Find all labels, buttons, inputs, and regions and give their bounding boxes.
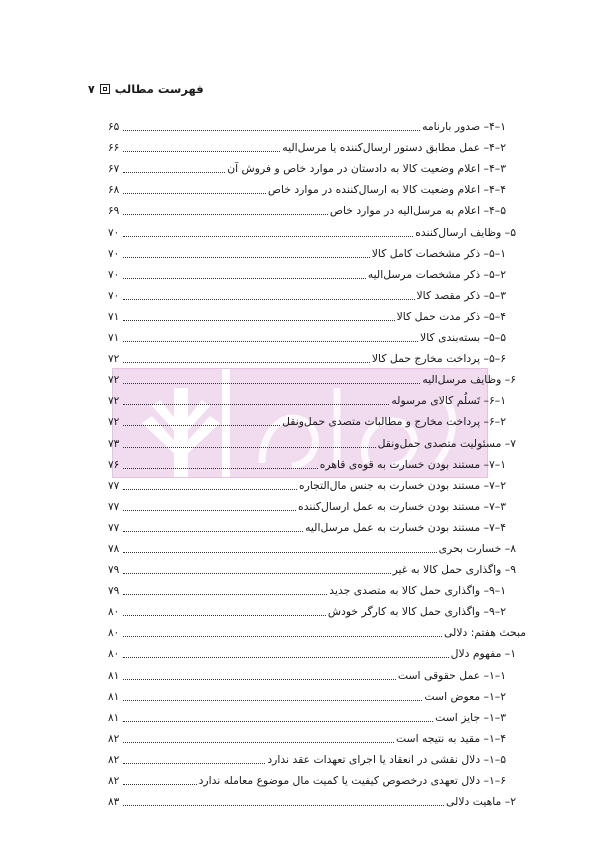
toc-entry-label: ۲–۹– واگذاری حمل کالا به کارگر خودش <box>327 605 506 619</box>
toc-entry[interactable] <box>108 408 526 429</box>
toc-entry-page-number: ۷۱ <box>108 310 120 323</box>
toc-entry-page-number: ۸۲ <box>108 732 120 745</box>
toc-entry-page-number: ۶۷ <box>108 163 120 176</box>
toc-entry-label: ۱–۹– واگذاری حمل کالا به متصدی جدید <box>329 584 506 598</box>
toc-entry-label: ۱–۱– عمل حقوقی است <box>397 668 506 682</box>
toc-entry[interactable] <box>108 640 526 661</box>
toc-entry-label: ۱–۵– ذکر مشخصات کامل کالا <box>371 246 506 260</box>
toc-entry[interactable] <box>108 345 526 366</box>
running-header <box>88 80 204 98</box>
toc-entry-page-number: ۸۱ <box>108 690 120 703</box>
toc-entry-label: ۲– ماهیت دلالی <box>446 795 516 809</box>
dot-leader <box>123 594 327 595</box>
dot-leader <box>123 531 303 532</box>
toc-entry[interactable] <box>108 661 526 682</box>
toc-entry[interactable] <box>108 155 526 176</box>
dot-leader <box>123 552 437 553</box>
toc-entry-page-number: ۷۸ <box>108 542 120 555</box>
dot-leader <box>123 214 328 215</box>
toc-entry-page-number: ۸۰ <box>108 648 120 661</box>
toc-entry-label: ۶–۵– پرداخت مخارج حمل کالا <box>371 352 506 366</box>
toc-entry-label: ۲–۴– عمل مطابق دستور ارسال‌کننده یا مرسل‌الیه <box>282 141 506 155</box>
dot-leader <box>123 130 420 131</box>
dot-leader <box>123 299 415 300</box>
toc-entry[interactable] <box>108 429 526 450</box>
dot-leader <box>123 193 266 194</box>
toc-entry[interactable] <box>108 197 526 218</box>
toc-entry-page-number: ۸۱ <box>108 669 120 682</box>
toc-entry[interactable] <box>108 451 526 472</box>
toc-entry[interactable] <box>108 134 526 155</box>
toc-entry[interactable] <box>108 535 526 556</box>
toc-entry-label: ۷– مسئولیت متصدی حمل‌ونقل <box>377 436 516 450</box>
toc-entry-label: ۴–۵– ذکر مدت حمل کالا <box>396 309 506 323</box>
toc-entry[interactable] <box>108 598 526 619</box>
toc-entry-page-number: ۸۱ <box>108 711 120 724</box>
toc-entry-label: ۲–۷– مستند بودن خسارت به جنس مال‌التجاره <box>299 478 506 492</box>
toc-entry-page-number: ۷۹ <box>108 564 120 577</box>
toc-entry[interactable] <box>108 788 526 809</box>
toc-entry-page-number: ۷۲ <box>108 395 120 408</box>
dot-leader <box>123 278 366 279</box>
dot-leader <box>123 362 370 363</box>
dot-leader <box>123 784 197 785</box>
dot-leader <box>123 573 391 574</box>
toc-entry-page-number: ۸۰ <box>108 606 120 619</box>
toc-entry-label: ۱– مفهوم دلال <box>450 647 516 661</box>
toc-entry-page-number: ۷۰ <box>108 268 120 281</box>
dot-leader <box>123 805 444 806</box>
toc-entry-label: ۶–۱– دلال تعهدی درخصوص کیفیت یا کمیت مال موضوع معامله ندارد <box>198 774 506 787</box>
toc-entry-label: ۹– واگذاری حمل کالا به غیر <box>392 563 516 577</box>
dot-leader <box>123 636 442 637</box>
dot-leader <box>123 425 280 426</box>
toc-entry-page-number: ۶۶ <box>108 142 120 155</box>
table-of-contents <box>108 113 526 809</box>
toc-entry-page-number: ۷۶ <box>108 458 120 471</box>
toc-entry-page-number: ۷۷ <box>108 521 120 534</box>
toc-entry[interactable] <box>108 303 526 324</box>
toc-entry[interactable] <box>108 493 526 514</box>
toc-entry-label: ۵– وظایف ارسال‌کننده <box>415 225 516 239</box>
toc-entry-label: ۸– خسارت بحری <box>438 541 516 555</box>
toc-entry[interactable] <box>108 619 526 640</box>
toc-entry-page-number: ۶۸ <box>108 184 120 197</box>
toc-entry-label: ۱–۴– صدور بارنامه <box>422 120 506 134</box>
toc-entry[interactable] <box>108 704 526 725</box>
dot-leader <box>123 721 433 722</box>
toc-entry[interactable] <box>108 725 526 746</box>
toc-entry-label: ۱–۶– تَسلُم کالای مرسوله <box>391 394 506 408</box>
toc-entry-page-number: ۷۲ <box>108 353 120 366</box>
toc-entry[interactable] <box>108 324 526 345</box>
toc-entry[interactable] <box>108 767 526 788</box>
toc-entry-page-number: ۸۰ <box>108 627 120 640</box>
dot-leader <box>123 700 422 701</box>
toc-entry-label: ۲–۱– معوض است <box>424 689 506 703</box>
dot-leader <box>123 341 418 342</box>
dot-leader <box>123 489 297 490</box>
toc-entry-page-number: ۷۰ <box>108 247 120 260</box>
toc-entry-label: ۲–۵– ذکر مشخصات مرسل‌الیه <box>367 267 506 281</box>
toc-entry[interactable] <box>108 240 526 261</box>
toc-entry-label: ۶– وظایف مرسل‌الیه <box>422 373 516 387</box>
toc-entry-label: مبحث هفتم: دلالی <box>444 626 526 640</box>
dot-leader <box>123 679 396 680</box>
toc-entry-page-number: ۷۰ <box>108 289 120 302</box>
toc-entry[interactable] <box>108 387 526 408</box>
toc-entry-page-number: ۶۵ <box>108 121 120 134</box>
dot-leader <box>123 468 318 469</box>
toc-entry[interactable] <box>108 746 526 767</box>
toc-entry-label: ۴–۷– مستند بودن خسارت به عمل مرسل‌الیه <box>305 520 506 534</box>
toc-entry[interactable] <box>108 683 526 704</box>
toc-entry[interactable] <box>108 113 526 134</box>
toc-entry-page-number: ۷۲ <box>108 416 120 429</box>
toc-entry[interactable] <box>108 282 526 303</box>
dot-leader <box>123 172 225 173</box>
toc-entry-label: ۳–۵– ذکر مقصد کالا <box>416 288 506 302</box>
toc-entry[interactable] <box>108 261 526 282</box>
toc-entry[interactable] <box>108 366 526 387</box>
toc-entry[interactable] <box>108 218 526 239</box>
toc-entry[interactable] <box>108 472 526 493</box>
toc-entry-page-number: ۸۲ <box>108 775 120 787</box>
toc-entry-label: ۳–۱– جایز است <box>435 710 506 724</box>
dot-leader <box>123 510 296 511</box>
toc-entry[interactable] <box>108 514 526 535</box>
toc-entry-page-number: ۷۱ <box>108 332 120 345</box>
toc-entry[interactable] <box>108 556 526 577</box>
toc-entry-label: ۳–۴– اعلام وضعیت کالا به دادستان در موارد خاص و فروش آن <box>227 162 506 176</box>
dot-leader <box>123 447 376 448</box>
dot-leader <box>123 320 395 321</box>
toc-entry[interactable] <box>108 577 526 598</box>
toc-entry-page-number: ۷۷ <box>108 500 120 513</box>
dot-leader <box>123 257 370 258</box>
dot-leader <box>123 615 326 616</box>
toc-entry-label: ۴–۱– مقید به نتیجه است <box>395 731 506 745</box>
dot-leader <box>123 151 280 152</box>
framed-square-icon <box>100 84 110 94</box>
dot-leader <box>123 763 265 764</box>
toc-entry-label: ۵–۴– اعلام به مرسل‌الیه در موارد خاص <box>329 204 506 218</box>
dot-leader <box>123 383 420 384</box>
page-number: ۷ <box>88 82 95 96</box>
dot-leader <box>123 236 413 237</box>
dot-leader <box>123 657 449 658</box>
toc-entry-label: ۲–۶– پرداخت مخارج و مطالبات متصدی حمل‌ونقل <box>282 415 506 429</box>
dot-leader <box>123 404 389 405</box>
page-title: فهرست مطالب <box>114 82 204 96</box>
toc-entry-page-number: ۷۳ <box>108 437 120 450</box>
toc-entry-label: ۱–۷– مستند بودن خسارت به قوه‌ی قاهره <box>319 457 506 471</box>
toc-entry-page-number: ۷۷ <box>108 479 120 492</box>
toc-entry-page-number: ۶۹ <box>108 205 120 218</box>
toc-entry-page-number: ۷۹ <box>108 585 120 598</box>
toc-entry-label: ۴–۴– اعلام وضعیت کالا به ارسال‌کننده در موارد خاص <box>267 183 506 197</box>
toc-entry-label: ۵–۱– دلال نقشی در انعقاد یا اجرای تعهدات عقد ندارد <box>267 752 506 766</box>
toc-entry-page-number: ۷۲ <box>108 374 120 387</box>
toc-entry-page-number: ۸۲ <box>108 753 120 766</box>
toc-entry-page-number: ۷۰ <box>108 226 120 239</box>
toc-entry-label: ۵–۵– بسته‌بندی کالا <box>420 331 506 345</box>
toc-entry-label: ۳–۷– مستند بودن خسارت به عمل ارسال‌کننده <box>298 499 506 513</box>
toc-entry-page-number: ۸۳ <box>108 796 120 809</box>
toc-entry[interactable] <box>108 176 526 197</box>
dot-leader <box>123 742 394 743</box>
